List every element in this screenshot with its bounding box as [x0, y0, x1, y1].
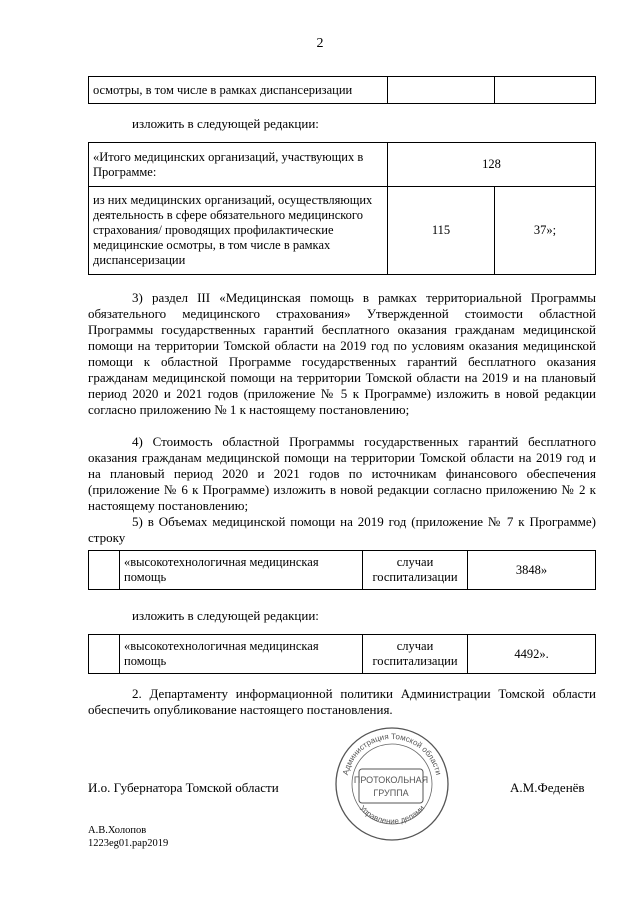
signatory-name: А.М.Феденёв: [510, 780, 585, 795]
table-cell-label: «высокотехнологичная медицинская помощь: [120, 635, 363, 674]
page-number: 2: [316, 36, 324, 51]
stamp-inner-text-2: ГРУППА: [373, 788, 409, 798]
stamp-seal: [333, 725, 451, 843]
table-cell-empty: [89, 635, 120, 674]
paragraph-final: 2. Департаменту информационной политики Администрации Томской области обеспечить опубликование настоящего постановления.: [88, 686, 596, 717]
stamp-bottom-text: Управление делами: [357, 803, 427, 826]
table-cell-label: «Итого медицинских организаций, участвующих в Программе:: [89, 143, 388, 187]
stamp-inner-text-1: ПРОТОКОЛЬНАЯ: [353, 775, 429, 785]
stamp-top-text: Администрация Томской области: [340, 731, 444, 776]
table-cell-label: «высокотехнологичная медицинская помощь: [120, 551, 363, 590]
table-cell-empty: [388, 77, 495, 104]
signatory-position: И.о. Губернатора Томской области: [88, 780, 279, 795]
footer-file: 1223eg01.pap2019: [88, 838, 169, 849]
volume-table-new: [88, 634, 596, 674]
table-cell-unit: случаи госпитализации: [363, 551, 468, 590]
table-cell-value: 3848»: [468, 551, 596, 590]
continuation-table: [88, 76, 596, 104]
paragraph-5: 5) в Объемах медицинской помощи на 2019 год (приложение № 7 к Программе) строку: [88, 514, 596, 545]
paragraph-4: 4) Стоимость областной Программы государственных гарантий бесплатного оказания гражданам медицинской помощи на территории Томской области на 2019 год и на плановый период 2020 и 2021 годов по источникам финансового обеспечения (приложение № 6 к Программе) изложить в новой редакции согласно приложению № 2 к настоящему постановлению;: [88, 434, 596, 513]
volume-table-old: [88, 550, 596, 590]
lead-text: изложить в следующей редакции:: [132, 116, 319, 131]
lead-text: изложить в следующей редакции:: [132, 608, 319, 623]
table-row: [89, 551, 596, 590]
table-row: [89, 635, 596, 674]
table-cell-value: 4492».: [468, 635, 596, 674]
table-cell-label: осмотры, в том числе в рамках диспансеризации: [89, 77, 388, 104]
table-cell-empty: [495, 77, 596, 104]
table-cell-value: 115: [388, 187, 495, 275]
table-cell-value: 37»;: [495, 187, 596, 275]
table-cell-label: из них медицинских организаций, осуществляющих деятельность в сфере обязательного медицинского страхования/ проводящих профилактические медицинские осмотры, в том числе в рамках диспансеризации: [89, 187, 388, 275]
table-row: [89, 187, 596, 275]
table-cell-empty: [89, 551, 120, 590]
table-cell-unit: случаи госпитализации: [363, 635, 468, 674]
footer-author: А.В.Холопов: [88, 825, 147, 836]
paragraph-3: 3) раздел III «Медицинская помощь в рамках территориальной Программы обязательного медицинского страхования» Утвержденной стоимости областной Программы государственных гарантий бесплатного оказания гражданам медицинской помощи на территории Томской области на 2019 год по условиям оказания медицинской помощи к областной Программе государственных гарантий бесплатного оказания гражданам медицинской помощи на территории Томской области на 2019 и на плановый период 2020 и 2021 годов (приложение № 5 к Программе) изложить в новой редакции согласно приложению № 1 к настоящему постановлению;: [88, 290, 596, 417]
table-row: [89, 143, 596, 187]
table-row: [89, 77, 596, 104]
organizations-table: [88, 142, 596, 275]
table-cell-value: 128: [388, 143, 596, 187]
